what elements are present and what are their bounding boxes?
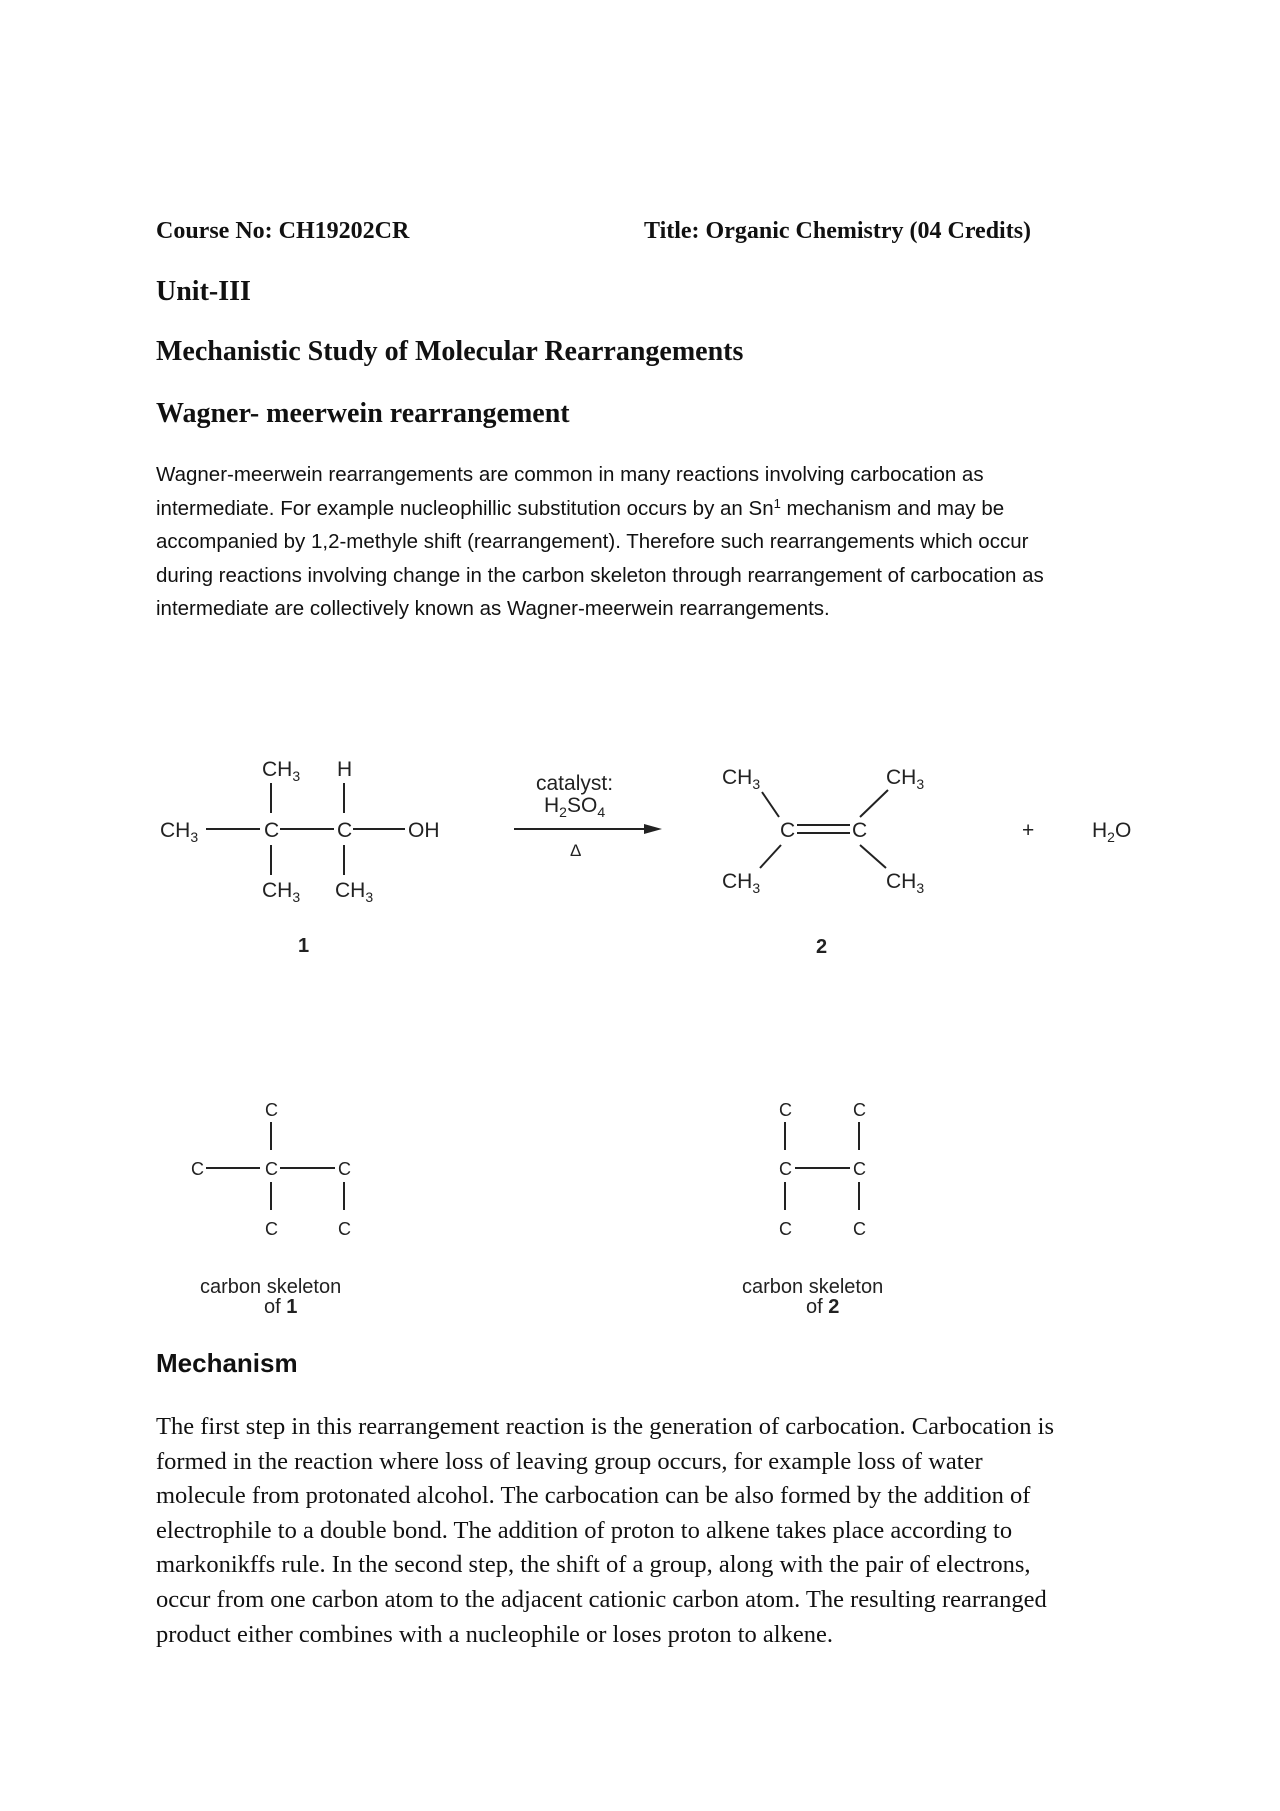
skeleton-carbon: C bbox=[191, 1159, 204, 1179]
paragraph-line: The first step in this rearrangement reaction is the generation of carbocation. Carbocation is bbox=[156, 1413, 1055, 1440]
h2so4-label: $H_2SO_4$ bbox=[544, 794, 606, 820]
intro-line-tail: mechanism and may be bbox=[780, 496, 1005, 520]
carbon-2: C bbox=[337, 819, 353, 842]
ch3-left: $CH_3$ bbox=[160, 819, 199, 845]
skeleton-carbon: C bbox=[779, 1159, 792, 1179]
intro-paragraph bbox=[156, 458, 1136, 626]
skeleton-1 bbox=[191, 1100, 351, 1318]
bond bbox=[860, 790, 888, 817]
ch3-top-left: $CH_3$ bbox=[722, 766, 761, 792]
course-title: Title: Organic Chemistry (04 Credits) bbox=[644, 218, 1032, 244]
intro-line: intermediate are collectively known as Wagner-meerwein rearrangements. bbox=[156, 597, 830, 620]
skeleton-carbon: C bbox=[265, 1100, 278, 1120]
mechanism-heading: Mechanism bbox=[156, 1348, 298, 1378]
reactant-1 bbox=[160, 758, 440, 957]
product-2 bbox=[722, 766, 924, 958]
paragraph-line: occur from one carbon atom to the adjacent cationic carbon atom. The resulting rearranged bbox=[156, 1585, 1047, 1613]
heat-symbol: Δ bbox=[570, 841, 582, 860]
alkene-carbon-1: C bbox=[780, 819, 796, 842]
skeleton-carbon: C bbox=[853, 1100, 866, 1120]
carbon-1: C bbox=[264, 819, 280, 842]
compound-label-2: 2 bbox=[816, 936, 828, 958]
plus-sign: + bbox=[1022, 819, 1035, 842]
ch3-top-right: $CH_3$ bbox=[886, 766, 925, 792]
intro-line: accompanied by 1,2-methyle shift (rearrangement). Therefore such rearrangements which occur bbox=[156, 530, 1029, 553]
skeleton-carbon: C bbox=[265, 1159, 278, 1179]
paragraph-line: electrophile to a double bond. The addition of proton to alkene takes place according to bbox=[156, 1516, 1013, 1544]
intro-line: Wagner-meerwein rearrangements are common in many reactions involving carbocation as bbox=[156, 463, 984, 486]
reaction-arrow bbox=[514, 772, 662, 860]
catalyst-label: catalyst: bbox=[536, 772, 614, 795]
paragraph-line: markonikffs rule. In the second step, the shift of a group, along with the pair of electrons, bbox=[156, 1551, 1031, 1579]
skeleton-carbon: C bbox=[338, 1159, 351, 1179]
paragraph-line: product either combines with a nucleophile or loses proton to alkene. bbox=[156, 1620, 833, 1648]
skeleton-2 bbox=[742, 1100, 883, 1318]
alkene-carbon-2: C bbox=[852, 819, 868, 842]
intro-line bbox=[156, 492, 1136, 526]
ch3-bottom-left: $CH_3$ bbox=[262, 879, 301, 905]
skeleton-caption-of: of 1 bbox=[264, 1296, 298, 1318]
ch3-bottom-right: $CH_3$ bbox=[886, 870, 925, 896]
skeleton-carbon: C bbox=[338, 1219, 351, 1239]
paragraph-line: molecule from protonated alcohol. The carbocation can be also formed by the addition of bbox=[156, 1482, 1031, 1510]
mechanism-paragraph bbox=[156, 1410, 1156, 1652]
unit-heading: Unit-III bbox=[156, 276, 251, 307]
hydroxyl: OH bbox=[408, 819, 440, 842]
skeleton-carbon: C bbox=[779, 1100, 792, 1120]
h-top: H bbox=[337, 758, 353, 781]
skeleton-caption: carbon skeleton bbox=[200, 1276, 342, 1298]
intro-line: during reactions involving change in the carbon skeleton through rearrangement of carbocation as bbox=[156, 563, 1044, 587]
bond bbox=[860, 845, 886, 868]
skeleton-caption-of: of 2 bbox=[806, 1296, 840, 1318]
section-heading: Mechanistic Study of Molecular Rearrangements bbox=[156, 336, 744, 367]
ch3-bottom-right: $CH_3$ bbox=[335, 879, 374, 905]
skeleton-carbon: C bbox=[853, 1219, 866, 1239]
reaction-scheme bbox=[0, 740, 1280, 1320]
skeleton-caption: carbon skeleton bbox=[742, 1276, 884, 1298]
bond bbox=[762, 792, 779, 817]
ch3-bottom-left: $CH_3$ bbox=[722, 870, 761, 896]
paragraph-line: formed in the reaction where loss of leaving group occurs, for example loss of water bbox=[156, 1447, 983, 1475]
sn1-superscript: 1 bbox=[773, 495, 781, 511]
compound-label-1: 1 bbox=[298, 935, 310, 957]
bond bbox=[760, 845, 781, 868]
skeleton-carbon: C bbox=[265, 1219, 278, 1239]
arrow-head bbox=[644, 824, 662, 834]
water: $H_2O$ bbox=[1092, 819, 1132, 845]
intro-line-text: intermediate. For example nucleophillic substitution occurs by an Sn bbox=[156, 496, 774, 520]
course-number: Course No: CH19202CR bbox=[156, 218, 410, 244]
ch3-top: $CH_3$ bbox=[262, 758, 301, 784]
skeleton-carbon: C bbox=[853, 1159, 866, 1179]
subsection-heading: Wagner- meerwein rearrangement bbox=[156, 398, 570, 429]
skeleton-carbon: C bbox=[779, 1219, 792, 1239]
